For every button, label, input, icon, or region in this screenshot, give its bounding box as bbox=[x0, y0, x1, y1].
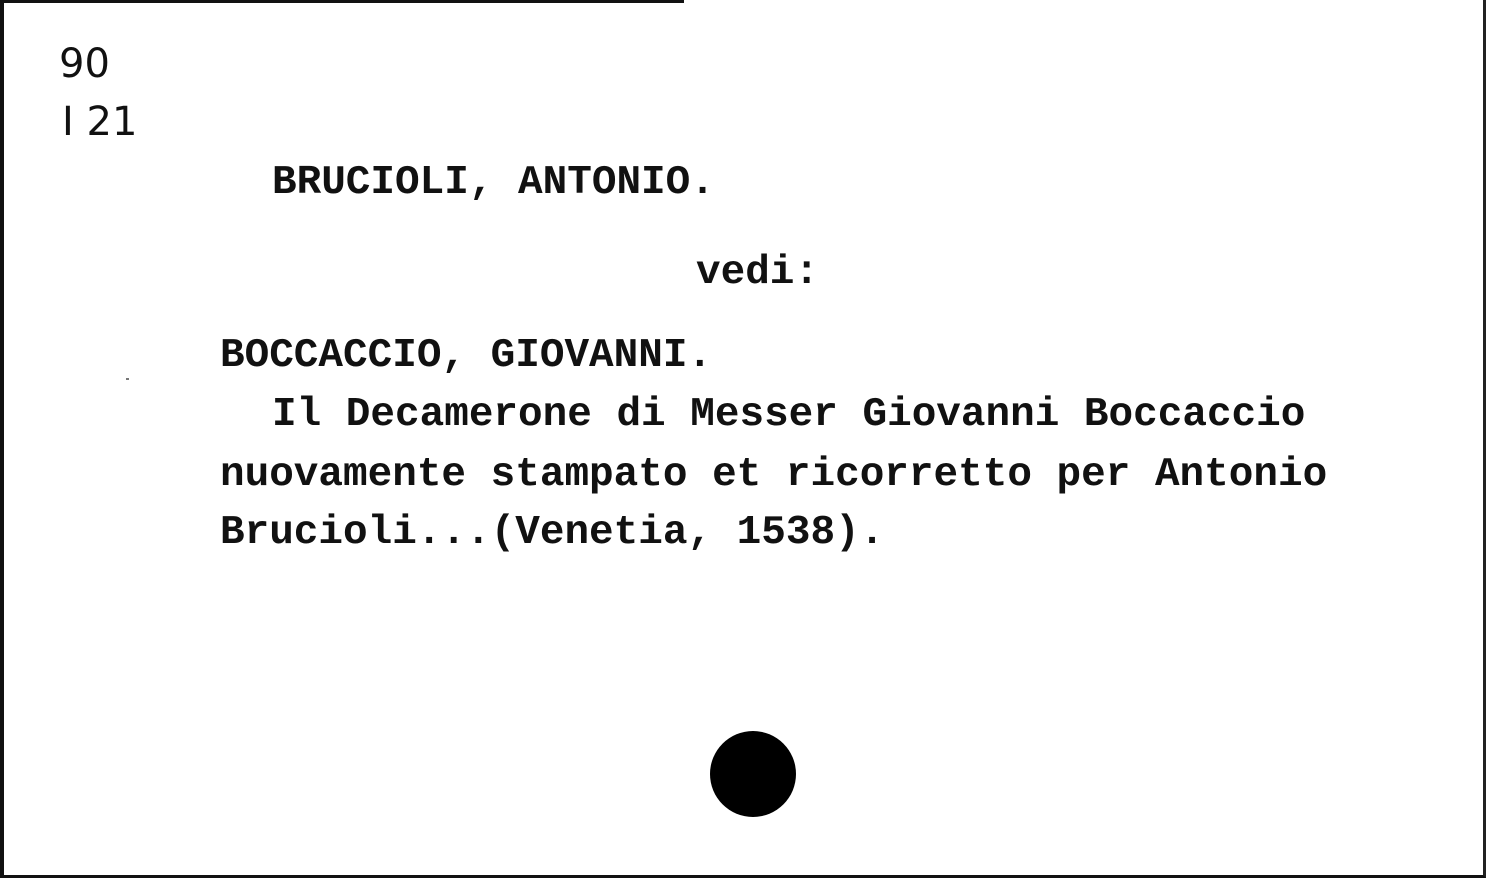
call-number-line-1: 90 bbox=[59, 41, 110, 87]
see-reference-label: vedi: bbox=[696, 250, 820, 296]
punched-hole bbox=[710, 731, 796, 817]
card-top-edge bbox=[4, 0, 684, 3]
cross-reference-heading: BRUCIOLI, ANTONIO. bbox=[272, 160, 715, 206]
title-line-2: nuovamente stampato et ricorretto per Antonio bbox=[220, 452, 1328, 498]
title-line-3: Brucioli...(Venetia, 1538). bbox=[220, 510, 885, 556]
title-line-1: Il Decamerone di Messer Giovanni Boccaccio bbox=[272, 392, 1306, 438]
target-author-heading: BOCCACCIO, GIOVANNI. bbox=[220, 333, 713, 379]
dust-speck bbox=[126, 378, 129, 380]
call-number-line-2: I 21 bbox=[62, 99, 138, 145]
